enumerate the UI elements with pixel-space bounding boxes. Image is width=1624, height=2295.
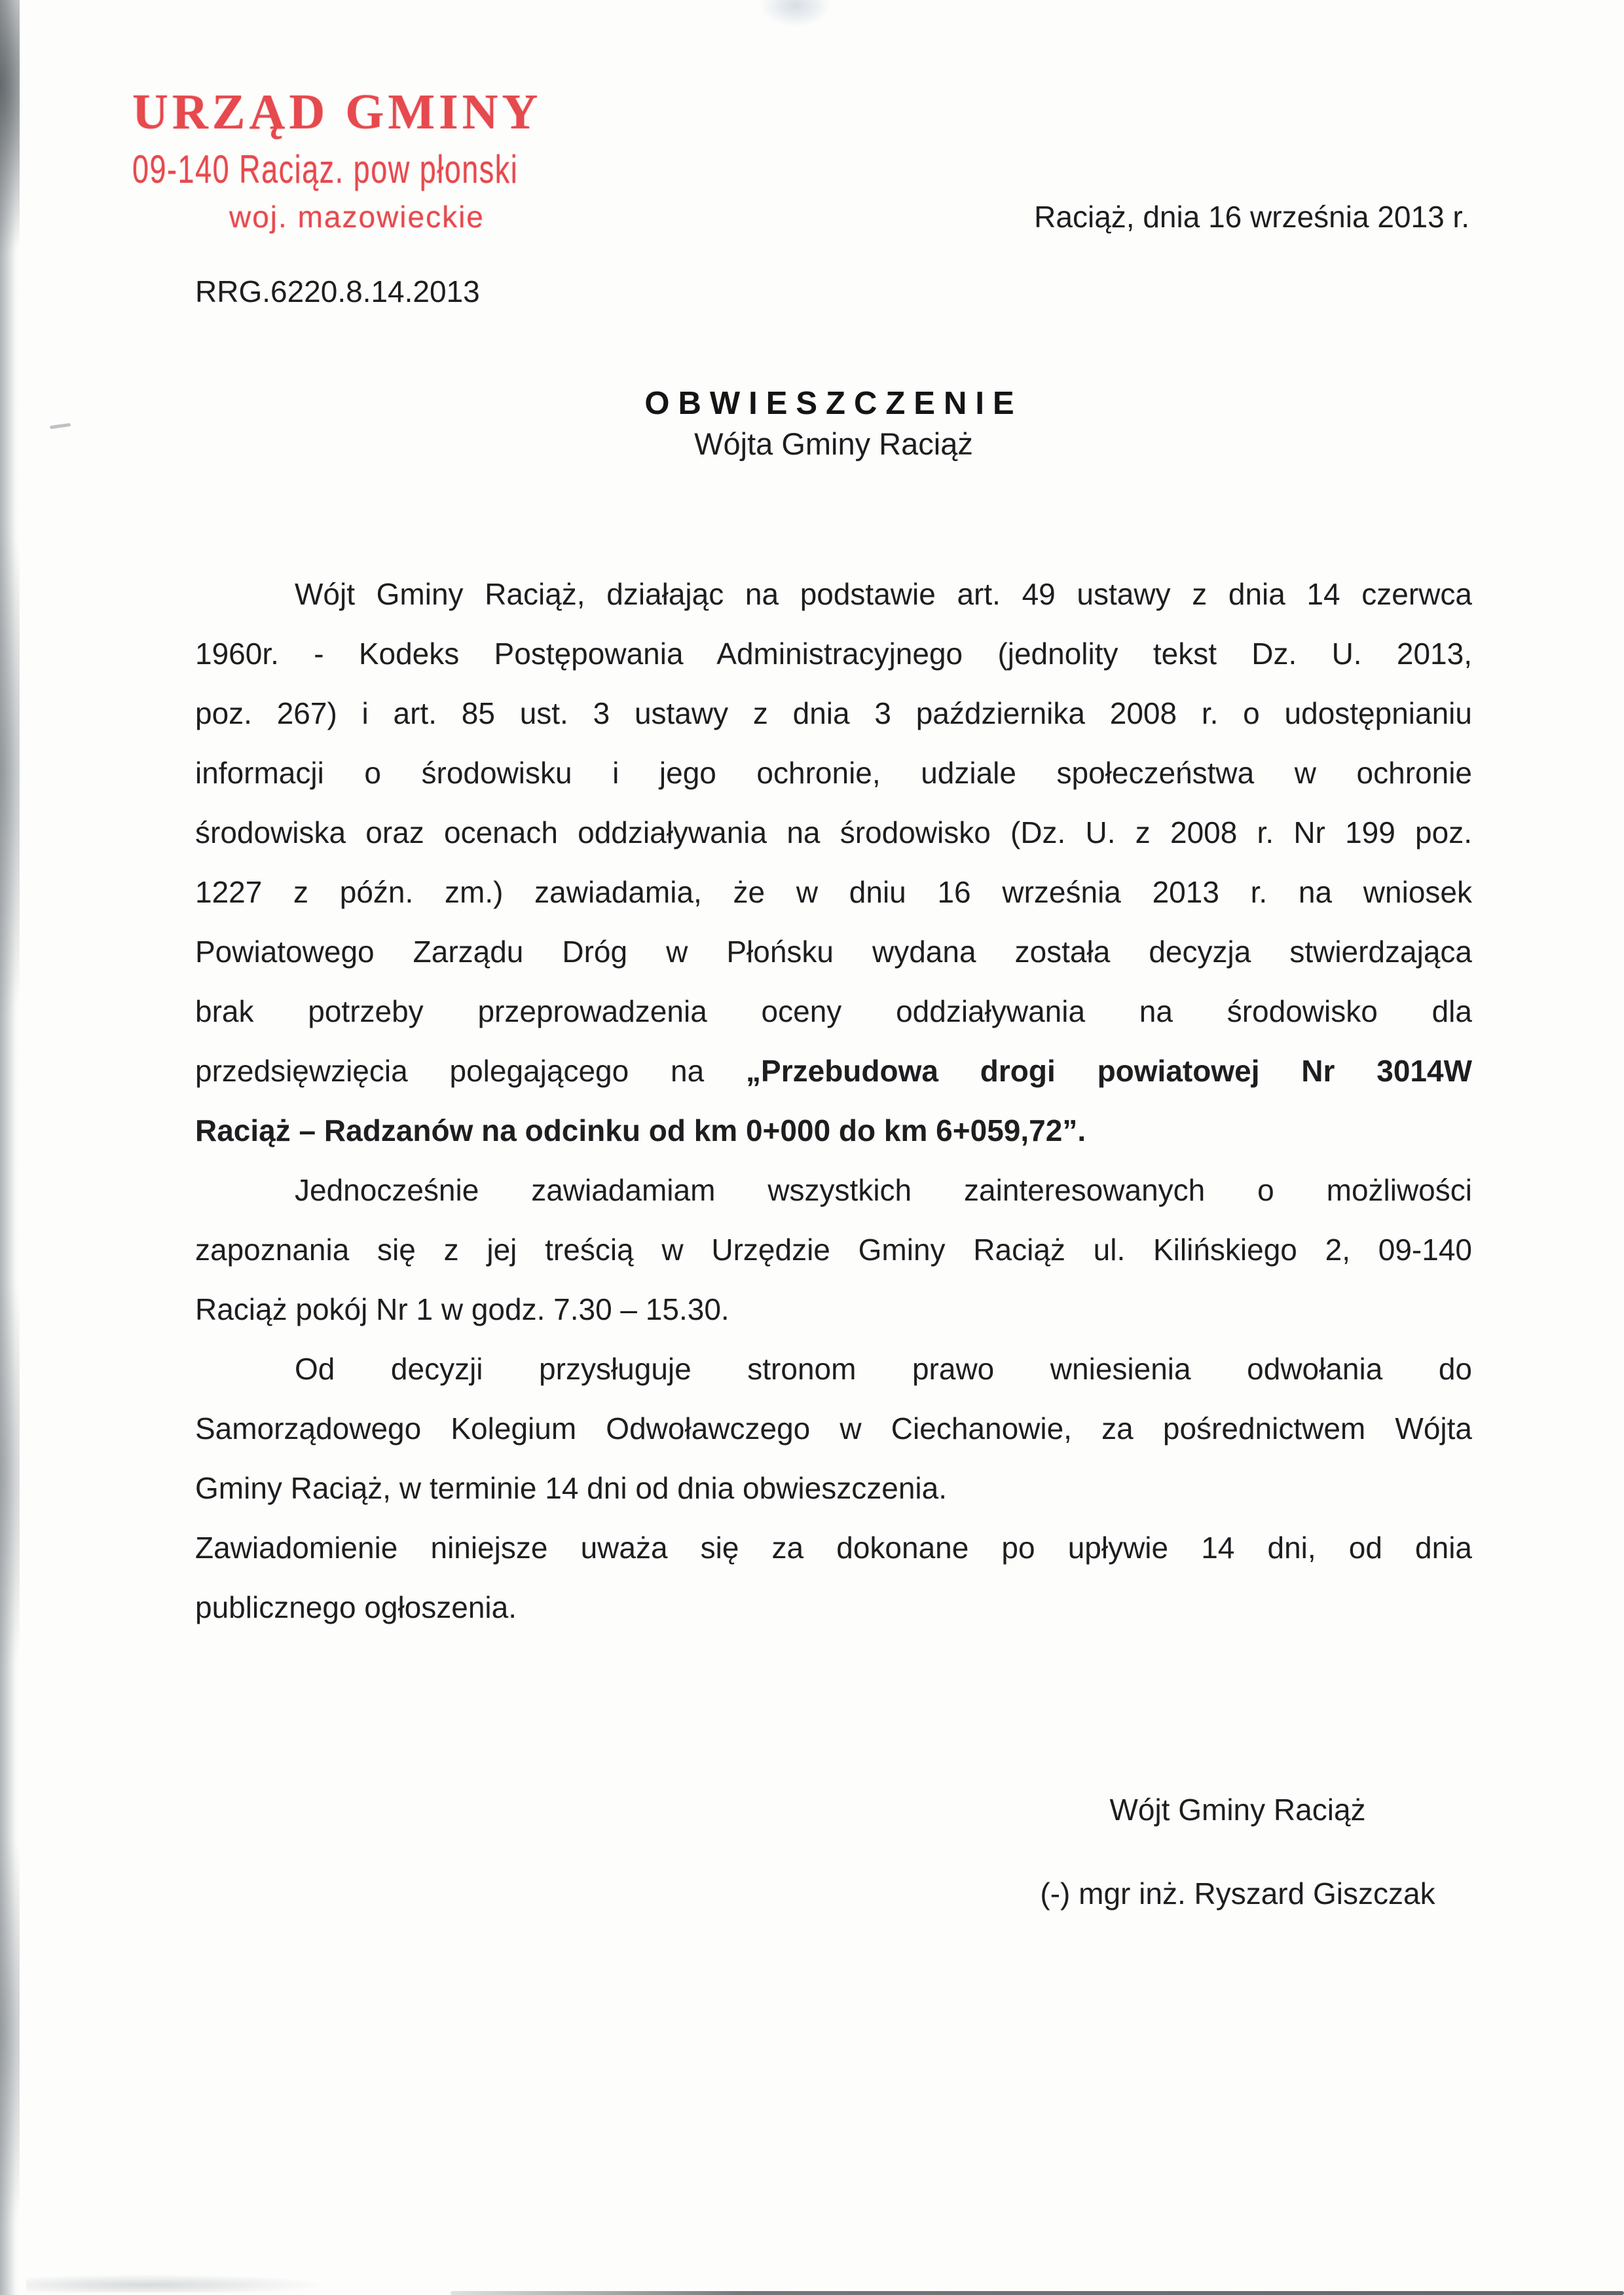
body-text: poz. 267) i art. 85 ust. 3 ustawy z dnia 3 października 2008 r. o udostępnianiu [195,696,1472,730]
signature-role: Wójt Gminy Raciąż [1109,1793,1366,1827]
body-line-4 [195,743,1472,803]
body-line-15 [195,1399,1472,1459]
body-text: Gminy Raciąż, w terminie 14 dni od dnia obwieszczenia. [195,1471,947,1505]
body-line-17 [195,1518,1472,1578]
body-text: informacji o środowisku i jego ochronie, udziale społeczeństwa w ochronie [195,756,1472,790]
scan-edge-bottom [451,2291,1624,2295]
stamp-address: 09-140 Raciąz. pow płonski [132,147,519,191]
body-line-9 [195,1041,1472,1101]
pencil-mark [50,423,71,429]
body-line-2 [195,624,1472,684]
scan-smudge-top [760,0,832,28]
body-line-16 [195,1459,1472,1518]
body-line-3 [195,684,1472,743]
body-text: 1227 z późn. zm.) zawiadamia, że w dniu 16 września 2013 r. na wniosek [195,875,1472,909]
body-text: Jednocześnie zawiadamiam wszystkich zainteresowanych o możliwości [295,1173,1472,1207]
signature-name: (-) mgr inż. Ryszard Giszczak [1040,1876,1435,1911]
date-line: Raciąż, dnia 16 września 2013 r. [1034,200,1469,234]
body-line-12 [195,1220,1472,1280]
body-line-10 [195,1101,1472,1161]
body-line-8 [195,982,1472,1041]
document-title: OBWIESZCZENIE [644,386,1023,421]
body-text: przedsięwzięcia polegającego na [195,1054,747,1088]
reference-number: RRG.6220.8.14.2013 [195,274,480,308]
body-text: Wójt Gminy Raciąż, działając na podstawie art. 49 ustawy z dnia 14 czerwca [295,577,1472,611]
body-line-6 [195,863,1472,922]
body-line-13 [195,1280,1472,1339]
scan-smudge-bottom [26,2274,327,2292]
stamp-voivodeship: woj. mazowieckie [229,200,485,234]
body-line-5 [195,803,1472,863]
scan-edge-artifact [0,0,20,2295]
body-text: Powiatowego Zarządu Dróg w Płońsku wydana została decyzja stwierdzająca [195,935,1472,969]
document-subtitle: Wójta Gminy Raciąż [694,426,973,461]
body-text: 1960r. - Kodeks Postępowania Administracyjnego (jednolity tekst Dz. U. 2013, [195,637,1472,671]
body-text: zapoznania się z jej treścią w Urzędzie Gminy Raciąż ul. Kilińskiego 2, 09-140 [195,1233,1472,1267]
body-text-bold: „Przebudowa drogi powiatowej Nr 3014W [746,1054,1473,1088]
body-line-18 [195,1578,1472,1637]
body-text-bold: Raciąż – Radzanów na odcinku od km 0+000 do km 6+059,72”. [195,1113,1086,1148]
body-lines [195,565,1472,1637]
body-text: Raciąż pokój Nr 1 w godz. 7.30 – 15.30. [195,1292,729,1326]
body-line-11 [195,1161,1472,1220]
body-line-14 [195,1339,1472,1399]
body-line-7 [195,922,1472,982]
body-text: publicznego ogłoszenia. [195,1590,517,1624]
body-text: Od decyzji przysługuje stronom prawo wniesienia odwołania do [295,1352,1472,1386]
signature-block [838,1795,1624,1909]
body-line-1 [195,565,1472,624]
body-text: Zawiadomienie niniejsze uważa się za dokonane po upływie 14 dni, od dnia [195,1531,1472,1565]
stamp-office-name: URZĄD GMINY [132,84,542,140]
body-text: środowiska oraz ocenach oddziaływania na środowisko (Dz. U. z 2008 r. Nr 199 poz. [195,815,1472,849]
body-text: brak potrzeby przeprowadzenia oceny oddziaływania na środowisko dla [195,994,1472,1028]
body-text: Samorządowego Kolegium Odwoławczego w Ciechanowie, za pośrednictwem Wójta [195,1411,1472,1446]
